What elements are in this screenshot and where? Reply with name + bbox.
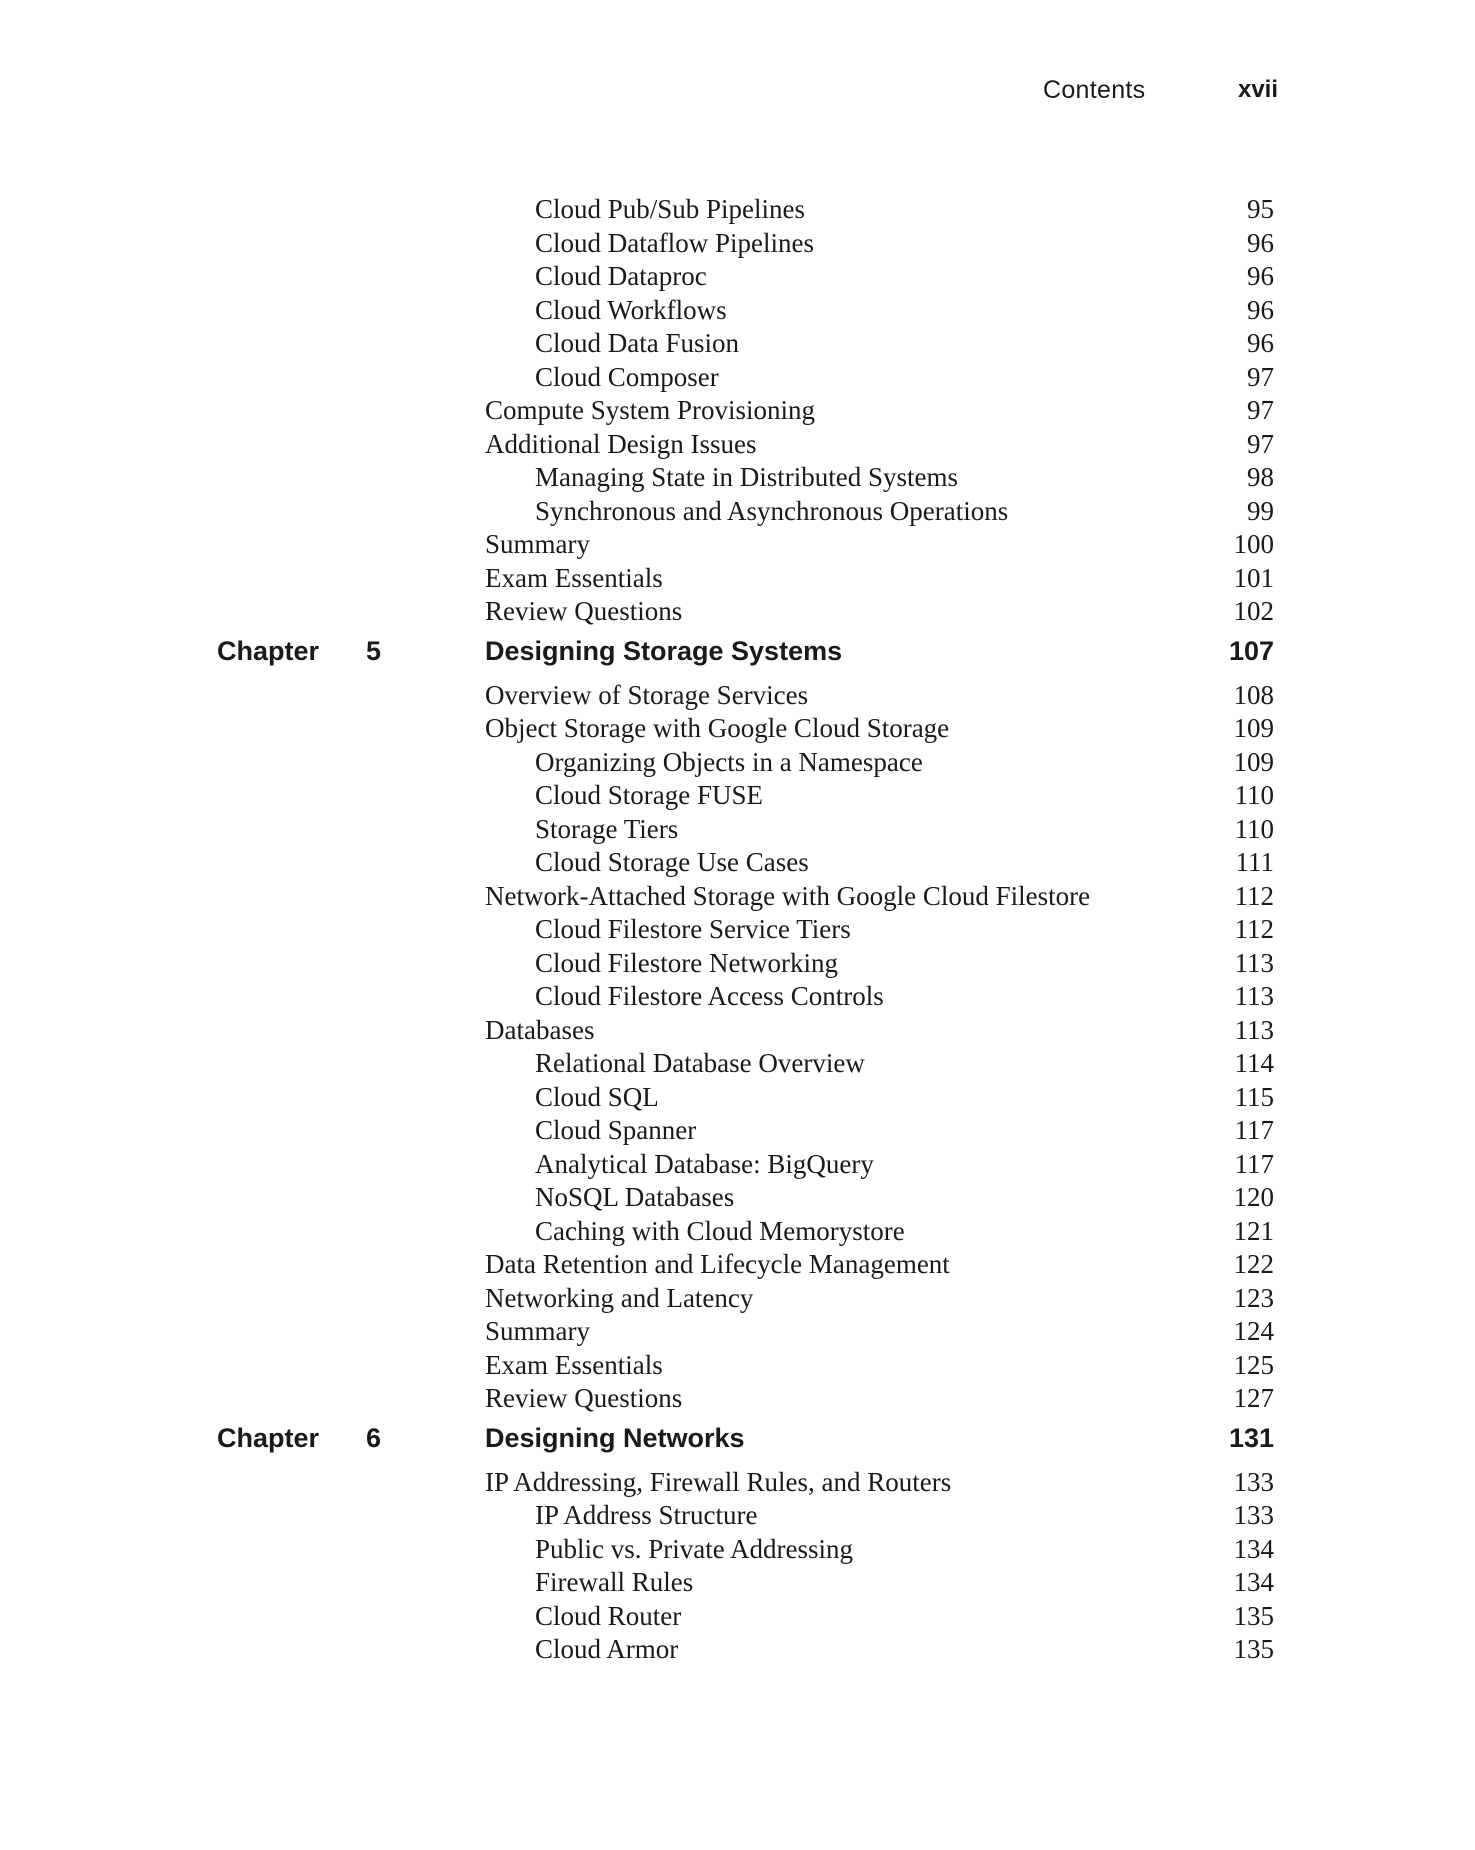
toc-entry-title: Data Retention and Lifecycle Management — [485, 1249, 950, 1279]
toc-entry-page: 100 — [1233, 529, 1274, 559]
toc-entry[interactable] — [0, 595, 1475, 629]
toc-entry[interactable] — [0, 1315, 1475, 1349]
toc-entry-title: Cloud Storage Use Cases — [535, 847, 809, 877]
toc-entry-title: Firewall Rules — [535, 1567, 694, 1597]
toc-entry-title: Managing State in Distributed Systems — [535, 462, 958, 492]
toc-entry-page: 113 — [1234, 981, 1274, 1011]
toc-entry-page: 134 — [1233, 1533, 1274, 1564]
toc-entry[interactable] — [0, 913, 1475, 947]
toc-entry-page: 117 — [1234, 1148, 1274, 1179]
toc-entry[interactable] — [0, 1566, 1475, 1600]
toc-entry[interactable] — [0, 1114, 1475, 1148]
toc-entry-page: 97 — [1247, 395, 1274, 425]
toc-entry[interactable] — [0, 1047, 1475, 1081]
toc-entry-page: 127 — [1233, 1383, 1274, 1413]
toc-entry-page: 96 — [1247, 328, 1274, 358]
chapter-title: Designing Networks — [485, 1422, 745, 1453]
toc-entry-title: Cloud Router — [535, 1600, 682, 1631]
toc-entry-title: Summary — [485, 529, 590, 559]
toc-entry[interactable] — [0, 779, 1475, 813]
toc-entry[interactable] — [0, 679, 1475, 713]
toc-entry-title: Review Questions — [485, 1383, 683, 1413]
toc-entry[interactable] — [0, 260, 1475, 294]
toc-entry-title: Cloud Workflows — [535, 294, 727, 325]
toc-entry-page: 113 — [1234, 1014, 1274, 1045]
toc-entry-page: 125 — [1233, 1349, 1274, 1380]
toc-entry-title: Cloud Spanner — [535, 1115, 697, 1145]
toc-entry[interactable] — [0, 1466, 1475, 1500]
toc-entry-page: 95 — [1247, 194, 1274, 224]
table-of-contents — [0, 193, 1475, 1667]
toc-entry[interactable] — [0, 1215, 1475, 1249]
toc-entry[interactable] — [0, 1081, 1475, 1115]
toc-entry-title: Cloud Filestore Networking — [535, 947, 838, 978]
toc-entry[interactable] — [0, 712, 1475, 746]
toc-entry-page: 123 — [1233, 1282, 1274, 1313]
chapter-label: Chapter — [217, 635, 320, 666]
running-head — [0, 76, 1475, 112]
toc-entry[interactable] — [0, 1148, 1475, 1182]
toc-entry[interactable] — [0, 495, 1475, 529]
chapter-page: 131 — [1228, 1422, 1274, 1453]
toc-section — [0, 679, 1475, 1416]
toc-entry-title: Cloud SQL — [535, 1081, 659, 1112]
toc-entry-title: Exam Essentials — [485, 1349, 663, 1380]
chapter-heading-6[interactable] — [0, 1420, 1475, 1465]
toc-entry-title: Additional Design Issues — [485, 428, 757, 459]
toc-entry-page: 102 — [1233, 596, 1274, 626]
toc-entry-page: 112 — [1234, 880, 1274, 911]
page-number: xvii — [1237, 76, 1278, 103]
toc-entry-title: Cloud Storage FUSE — [535, 780, 764, 810]
toc-entry-title: Cloud Data Fusion — [535, 328, 740, 358]
toc-entry[interactable] — [0, 813, 1475, 847]
toc-entry-title: Cloud Armor — [535, 1634, 679, 1664]
toc-entry-title: Analytical Database: BigQuery — [535, 1148, 874, 1179]
toc-entry[interactable] — [0, 1181, 1475, 1215]
toc-entry-page: 108 — [1233, 679, 1274, 710]
toc-entry[interactable] — [0, 947, 1475, 981]
toc-entry-title: Cloud Filestore Access Controls — [535, 981, 884, 1011]
toc-entry-title: Databases — [485, 1014, 595, 1045]
toc-entry-title: Object Storage with Google Cloud Storage — [485, 713, 950, 743]
toc-entry-page: 115 — [1234, 1081, 1274, 1112]
toc-entry-page: 96 — [1247, 294, 1274, 325]
toc-entry[interactable] — [0, 562, 1475, 596]
toc-entry[interactable] — [0, 1600, 1475, 1634]
chapter-number: 5 — [366, 635, 382, 666]
toc-entry-title: Compute System Provisioning — [485, 395, 816, 425]
toc-entry-page: 110 — [1234, 813, 1274, 844]
toc-entry-page: 122 — [1233, 1249, 1274, 1279]
toc-entry[interactable] — [0, 980, 1475, 1014]
toc-entry-title: Cloud Composer — [535, 361, 719, 392]
toc-entry-title: Network-Attached Storage with Google Cloud Filestore — [485, 880, 1091, 911]
toc-entry-title: IP Address Structure — [535, 1500, 758, 1530]
toc-entry[interactable] — [0, 428, 1475, 462]
toc-entry-title: Cloud Dataproc — [535, 261, 707, 291]
toc-entry[interactable] — [0, 1248, 1475, 1282]
toc-entry[interactable] — [0, 1533, 1475, 1567]
toc-entry-page: 133 — [1233, 1466, 1274, 1497]
toc-entry-title: Review Questions — [485, 596, 683, 626]
toc-entry[interactable] — [0, 1633, 1475, 1667]
chapter-label: Chapter — [217, 1422, 320, 1453]
toc-entry-title: Cloud Dataflow Pipelines — [535, 227, 814, 258]
toc-entry-page: 112 — [1234, 914, 1274, 944]
toc-entry-page: 135 — [1233, 1634, 1274, 1664]
toc-entry-title: IP Addressing, Firewall Rules, and Routers — [485, 1466, 952, 1497]
chapter-title: Designing Storage Systems — [485, 635, 843, 666]
toc-entry-title: Relational Database Overview — [535, 1048, 865, 1078]
toc-entry-title: Summary — [485, 1316, 590, 1346]
toc-entry[interactable] — [0, 1282, 1475, 1316]
toc-entry[interactable] — [0, 1382, 1475, 1416]
chapter-number: 6 — [366, 1422, 382, 1453]
toc-entry[interactable] — [0, 461, 1475, 495]
toc-entry[interactable] — [0, 1349, 1475, 1383]
toc-entry-page: 120 — [1233, 1182, 1274, 1212]
toc-entry-page: 133 — [1233, 1500, 1274, 1530]
toc-entry-title: Exam Essentials — [485, 562, 663, 593]
toc-entry[interactable] — [0, 227, 1475, 261]
toc-entry-page: 117 — [1234, 1115, 1274, 1145]
toc-entry-title: Caching with Cloud Memorystore — [535, 1215, 905, 1246]
toc-entry-title: Cloud Pub/Sub Pipelines — [535, 194, 806, 224]
toc-entry-page: 124 — [1233, 1316, 1274, 1346]
toc-entry[interactable] — [0, 327, 1475, 361]
toc-entry-page: 101 — [1233, 562, 1274, 593]
toc-entry-page: 98 — [1247, 462, 1274, 492]
toc-entry-title: Networking and Latency — [485, 1282, 754, 1313]
toc-entry[interactable] — [0, 746, 1475, 780]
toc-entry-page: 135 — [1233, 1600, 1274, 1631]
toc-entry-page: 113 — [1234, 947, 1274, 978]
toc-entry-page: 110 — [1234, 780, 1274, 810]
toc-entry[interactable] — [0, 846, 1475, 880]
toc-entry-title: Public vs. Private Addressing — [535, 1533, 853, 1564]
toc-entry[interactable] — [0, 361, 1475, 395]
toc-entry[interactable] — [0, 528, 1475, 562]
toc-entry-page: 134 — [1233, 1567, 1274, 1597]
toc-entry-title: Synchronous and Asynchronous Operations — [535, 495, 1009, 526]
toc-entry[interactable] — [0, 1014, 1475, 1048]
toc-entry-title: NoSQL Databases — [535, 1182, 735, 1212]
toc-entry[interactable] — [0, 294, 1475, 328]
toc-entry[interactable] — [0, 1499, 1475, 1533]
toc-entry-page: 97 — [1247, 428, 1274, 459]
toc-entry-page: 109 — [1233, 746, 1274, 777]
toc-entry-page: 121 — [1233, 1215, 1274, 1246]
toc-entry-title: Storage Tiers — [535, 813, 679, 844]
toc-entry-page: 97 — [1247, 361, 1274, 392]
toc-entry[interactable] — [0, 193, 1475, 227]
toc-entry-page: 109 — [1233, 713, 1274, 743]
toc-entry-page: 96 — [1247, 261, 1274, 291]
toc-entry-page: 96 — [1247, 227, 1274, 258]
chapter-heading-5[interactable] — [0, 633, 1475, 678]
chapter-page: 107 — [1228, 635, 1274, 666]
toc-entry-page: 114 — [1234, 1048, 1274, 1078]
toc-section — [0, 193, 1475, 629]
toc-entry-page: 99 — [1247, 495, 1274, 526]
toc-entry-title: Overview of Storage Services — [485, 679, 809, 710]
toc-entry-title: Organizing Objects in a Namespace — [535, 746, 923, 777]
toc-entry[interactable] — [0, 394, 1475, 428]
toc-section — [0, 1466, 1475, 1667]
running-head-title: Contents — [1043, 76, 1146, 104]
toc-entry-page: 111 — [1235, 847, 1274, 877]
toc-entry-title: Cloud Filestore Service Tiers — [535, 914, 851, 944]
toc-entry[interactable] — [0, 880, 1475, 914]
